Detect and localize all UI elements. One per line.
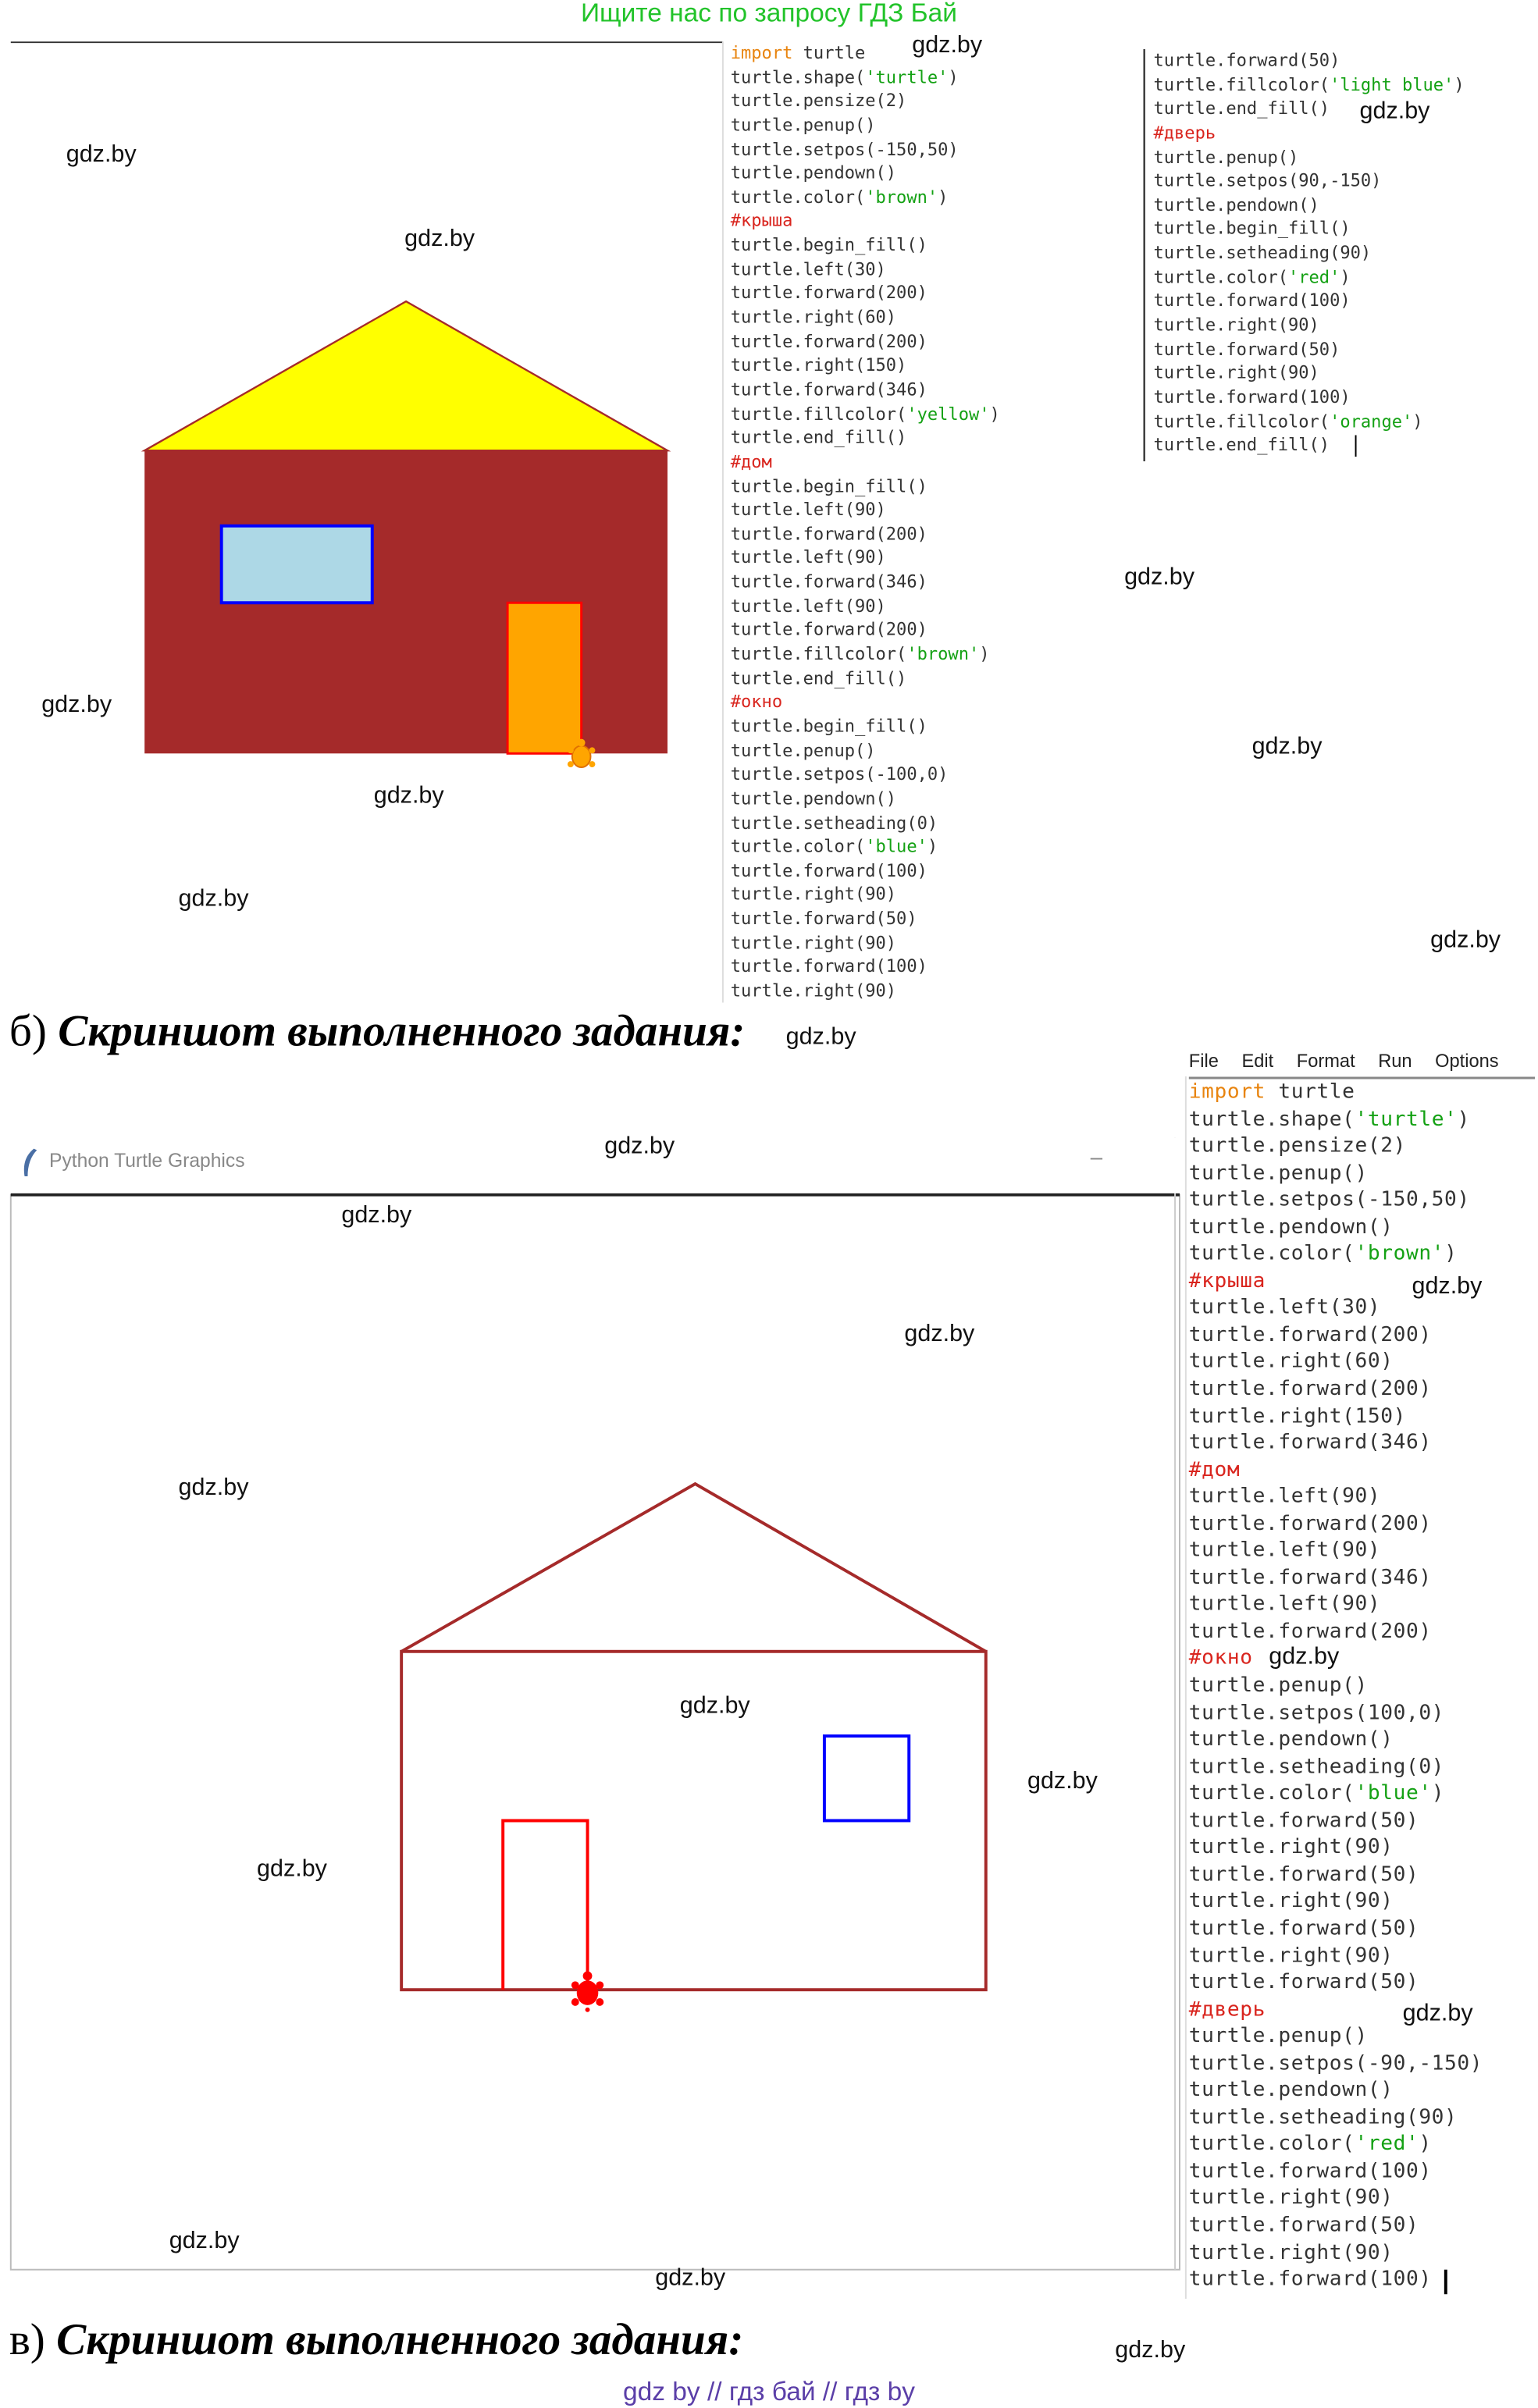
code-line: turtle.setpos(90,-150) bbox=[1153, 171, 1382, 191]
code-line: turtle.fillcolor('brown') bbox=[730, 644, 990, 665]
menu-file[interactable]: File bbox=[1188, 1050, 1219, 1072]
code-line: turtle.right(90) bbox=[1188, 1890, 1394, 1914]
code-line: turtle.penup() bbox=[730, 115, 876, 136]
code-line: turtle.right(150) bbox=[1188, 1404, 1406, 1428]
code-line: turtle.right(90) bbox=[1188, 1944, 1394, 1968]
menu-format[interactable]: Format bbox=[1296, 1050, 1355, 1072]
code-line: turtle.right(90) bbox=[1188, 1836, 1394, 1860]
code-string: 'blue' bbox=[1355, 1782, 1432, 1806]
code-line: turtle.forward(200) bbox=[1188, 1512, 1432, 1536]
code-line: turtle.right(60) bbox=[730, 308, 897, 328]
watermark: gdz.by bbox=[256, 1855, 327, 1883]
code-comment: #дверь bbox=[1188, 1998, 1266, 2022]
code-line: turtle.setheading(0) bbox=[1188, 1755, 1445, 1779]
code-line: turtle.penup() bbox=[730, 740, 876, 761]
code-line: turtle.pendown() bbox=[1188, 2079, 1394, 2103]
code-line: import turtle bbox=[730, 43, 866, 63]
code-line: turtle.shape('turtle') bbox=[730, 66, 959, 87]
window-title: Python Turtle Graphics bbox=[49, 1150, 245, 1172]
code-string: 'red' bbox=[1355, 2133, 1419, 2157]
code-string: 'yellow' bbox=[906, 404, 990, 424]
code-line: turtle.setpos(-100,0) bbox=[730, 764, 949, 785]
watermark: gdz.by bbox=[1115, 2337, 1186, 2364]
code-line: turtle.setpos(-90,-150) bbox=[1188, 2052, 1483, 2075]
code-string: 'brown' bbox=[865, 187, 938, 208]
code-line: turtle.color('brown') bbox=[730, 187, 949, 208]
python-feather-icon bbox=[20, 1147, 39, 1178]
minimize-button[interactable]: – bbox=[1090, 1144, 1103, 1169]
caption-v bbox=[9, 2316, 743, 2367]
menu-run[interactable]: Run bbox=[1378, 1050, 1412, 1072]
code-string: 'light blue' bbox=[1330, 74, 1454, 95]
code-line: turtle.right(90) bbox=[1153, 363, 1319, 384]
code-comment: #дом bbox=[1188, 1458, 1241, 1482]
code-string: 'orange' bbox=[1330, 411, 1413, 432]
watermark: gdz.by bbox=[904, 1321, 975, 1347]
code-line: turtle.left(90) bbox=[730, 548, 886, 568]
code-line: turtle.forward(100) bbox=[1153, 387, 1351, 407]
code-line: turtle.pendown() bbox=[1188, 1728, 1394, 1752]
code-line: turtle.color('blue') bbox=[1188, 1782, 1445, 1806]
code-comment: #дом bbox=[730, 451, 772, 472]
code-line: turtle.begin_fill() bbox=[730, 235, 927, 256]
code-line: turtle.left(90) bbox=[730, 596, 886, 617]
code-line: turtle.penup() bbox=[1188, 1674, 1368, 1698]
code-line: turtle.left(90) bbox=[730, 500, 886, 521]
caption-b-text: Скриншот выполненного задания: bbox=[58, 1007, 746, 1057]
code-line: turtle.end_fill() bbox=[730, 428, 907, 448]
code-line: turtle.forward(100) bbox=[1153, 291, 1351, 311]
watermark: gdz.by bbox=[178, 1474, 249, 1501]
code-line: turtle.forward(50) bbox=[1188, 1863, 1419, 1887]
code-line: turtle.right(90) bbox=[1153, 315, 1319, 336]
watermark: gdz.by bbox=[169, 2228, 240, 2255]
footer-links[interactable]: gdz by // гдз бай // гдз by bbox=[622, 2377, 916, 2407]
code-comment: #дверь bbox=[1153, 123, 1216, 144]
code-line: turtle.forward(200) bbox=[1188, 1620, 1432, 1644]
code-line: turtle.forward(346) bbox=[1188, 1567, 1432, 1590]
code-line: turtle.pensize(2) bbox=[730, 91, 907, 112]
menu-edit[interactable]: Edit bbox=[1241, 1050, 1274, 1072]
code-line: turtle.color('red') bbox=[1153, 267, 1351, 287]
code-line: turtle.begin_fill() bbox=[1153, 219, 1351, 240]
code-line: turtle.left(90) bbox=[1188, 1539, 1381, 1563]
caption-v-label: в) bbox=[9, 2315, 57, 2365]
code-line: turtle.forward(50) bbox=[1153, 339, 1340, 360]
code-line: turtle.fillcolor('light blue') bbox=[1153, 74, 1465, 95]
code-line: turtle.penup() bbox=[1188, 2025, 1368, 2049]
code-keyword: import bbox=[1188, 1080, 1266, 1104]
filled-house bbox=[144, 301, 668, 767]
watermark: gdz.by bbox=[912, 32, 983, 59]
watermark: gdz.by bbox=[1124, 564, 1195, 591]
watermark: gdz.by bbox=[604, 1133, 675, 1160]
code-line: turtle.right(60) bbox=[1188, 1350, 1394, 1375]
code-line: turtle.pendown() bbox=[1153, 194, 1319, 215]
watermark: gdz.by bbox=[41, 692, 112, 718]
watermark: gdz.by bbox=[1269, 1643, 1340, 1670]
code-block-top-left[interactable] bbox=[731, 41, 1000, 1003]
code-line: turtle.forward(50) bbox=[1153, 51, 1340, 71]
code-comment: #окно bbox=[730, 692, 783, 713]
code-line: turtle.forward(200) bbox=[730, 620, 927, 641]
code-line: turtle.color('red') bbox=[1188, 2133, 1432, 2157]
code-line: turtle.pendown() bbox=[730, 788, 897, 809]
code-line: turtle.penup() bbox=[1188, 1161, 1368, 1186]
watermark: gdz.by bbox=[1027, 1768, 1098, 1794]
door bbox=[507, 603, 582, 753]
code-line: turtle.forward(346) bbox=[1188, 1432, 1432, 1455]
code-line: turtle.pensize(2) bbox=[1188, 1135, 1406, 1158]
code-line: turtle.color('blue') bbox=[730, 836, 938, 857]
code-line bbox=[1189, 1457, 1483, 1485]
watermark: gdz.by bbox=[404, 226, 475, 253]
code-line: turtle.right(90) bbox=[730, 933, 897, 953]
code-line: turtle.forward(100) bbox=[730, 860, 927, 881]
code-line: turtle.right(90) bbox=[1188, 2187, 1394, 2211]
code-line: turtle.setpos(-150,50) bbox=[1188, 1189, 1470, 1212]
watermark: gdz.by bbox=[341, 1202, 412, 1229]
code-line: turtle.fillcolor('orange') bbox=[1153, 411, 1423, 432]
code-line: turtle.end_fill() bbox=[730, 668, 907, 688]
code-comment: #крыша bbox=[1188, 1269, 1266, 1293]
code-comment: #окно bbox=[1188, 1647, 1253, 1671]
code-line: turtle.begin_fill() bbox=[730, 716, 927, 737]
code-string: 'turtle' bbox=[865, 66, 949, 87]
watermark: gdz.by bbox=[1359, 98, 1430, 125]
watermark: gdz.by bbox=[373, 782, 444, 809]
watermark: gdz.by bbox=[785, 1024, 856, 1051]
code-line bbox=[731, 450, 1000, 475]
text-cursor bbox=[1355, 436, 1357, 457]
code-line: turtle.right(90) bbox=[730, 980, 897, 1001]
code-line: turtle.forward(50) bbox=[1188, 2214, 1419, 2238]
code-line: turtle.forward(200) bbox=[730, 331, 927, 352]
code-block-bottom[interactable] bbox=[1189, 1080, 1483, 2294]
code-line: turtle.left(90) bbox=[1188, 1593, 1381, 1617]
code-line: turtle.color('brown') bbox=[1188, 1243, 1458, 1266]
watermark: gdz.by bbox=[679, 1692, 750, 1720]
code-line: turtle.setpos(100,0) bbox=[1188, 1701, 1445, 1725]
code-line: turtle.forward(200) bbox=[1188, 1378, 1432, 1401]
code-line: turtle.left(30) bbox=[730, 259, 886, 280]
code-line: turtle.setheading(90) bbox=[1188, 2106, 1458, 2130]
watermark: gdz.by bbox=[1412, 1273, 1483, 1300]
code-line: turtle.forward(200) bbox=[1188, 1324, 1432, 1347]
code-line: turtle.forward(200) bbox=[730, 283, 927, 304]
code-string: 'turtle' bbox=[1355, 1108, 1458, 1132]
watermark: gdz.by bbox=[1251, 733, 1323, 760]
turtle-canvas bbox=[11, 1195, 1180, 2270]
menu-options[interactable]: Options bbox=[1435, 1050, 1499, 1072]
code-line: turtle.forward(346) bbox=[730, 379, 927, 400]
caption-b-label: б) bbox=[9, 1007, 59, 1057]
site-header: Ищите нас по запросу ГДЗ Бай bbox=[580, 0, 958, 28]
window bbox=[222, 526, 372, 603]
code-line: turtle.left(30) bbox=[1188, 1296, 1381, 1320]
code-string: 'blue' bbox=[865, 836, 927, 857]
editor-menu bbox=[1189, 1051, 1522, 1072]
code-line: turtle.pendown() bbox=[1188, 1215, 1394, 1240]
code-line: turtle.end_fill() bbox=[1153, 436, 1330, 456]
code-line: turtle.forward(346) bbox=[730, 572, 927, 592]
code-line: turtle.forward(100) bbox=[1188, 2160, 1432, 2184]
watermark: gdz.by bbox=[178, 885, 249, 912]
code-string: 'red' bbox=[1287, 267, 1340, 287]
code-line: turtle.setheading(0) bbox=[730, 813, 938, 833]
code-line: turtle.pendown() bbox=[730, 163, 897, 183]
code-line: turtle.forward(50) bbox=[1188, 1917, 1419, 1941]
code-string: 'brown' bbox=[1355, 1243, 1445, 1266]
code-line: turtle.forward(50) bbox=[1188, 1809, 1419, 1833]
code-line: turtle.shape('turtle') bbox=[1188, 1108, 1470, 1132]
code-line: turtle.forward(200) bbox=[730, 524, 927, 545]
code-line: turtle.setheading(90) bbox=[1153, 243, 1372, 264]
window-title-bar[interactable] bbox=[11, 1138, 1180, 1193]
watermark: gdz.by bbox=[66, 141, 137, 168]
code-line: turtle.end_fill() bbox=[1153, 98, 1330, 119]
watermark: gdz.by bbox=[1402, 2000, 1473, 2027]
code-line: import turtle bbox=[1188, 1080, 1355, 1104]
code-line: turtle.left(90) bbox=[1188, 1485, 1381, 1509]
code-line: turtle.forward(50) bbox=[1188, 1971, 1419, 1995]
code-line: turtle.fillcolor('yellow') bbox=[730, 404, 1000, 424]
code-line: turtle.begin_fill() bbox=[730, 475, 927, 496]
code-string: 'brown' bbox=[906, 644, 980, 665]
code-line: turtle.right(150) bbox=[730, 355, 907, 376]
code-keyword: import bbox=[730, 43, 793, 63]
code-comment: #крыша bbox=[730, 211, 793, 232]
code-line bbox=[731, 210, 1000, 234]
code-line: turtle.right(90) bbox=[1188, 2241, 1394, 2264]
watermark: gdz.by bbox=[655, 2264, 726, 2292]
code-line: turtle.forward(100) bbox=[730, 957, 927, 977]
code-line bbox=[731, 691, 1000, 715]
code-line: turtle.setpos(-150,50) bbox=[730, 139, 959, 160]
code-line: turtle.forward(50) bbox=[730, 909, 917, 930]
caption-b bbox=[9, 1007, 746, 1058]
watermark: gdz.by bbox=[1430, 927, 1501, 954]
text-cursor bbox=[1444, 2270, 1447, 2295]
code-line: turtle.penup() bbox=[1153, 147, 1299, 167]
caption-v-text: Скриншот выполненного задания: bbox=[56, 2315, 744, 2365]
code-line: turtle.forward(100) bbox=[1188, 2268, 1432, 2292]
roof bbox=[144, 301, 668, 450]
code-line: turtle.right(90) bbox=[730, 884, 897, 905]
